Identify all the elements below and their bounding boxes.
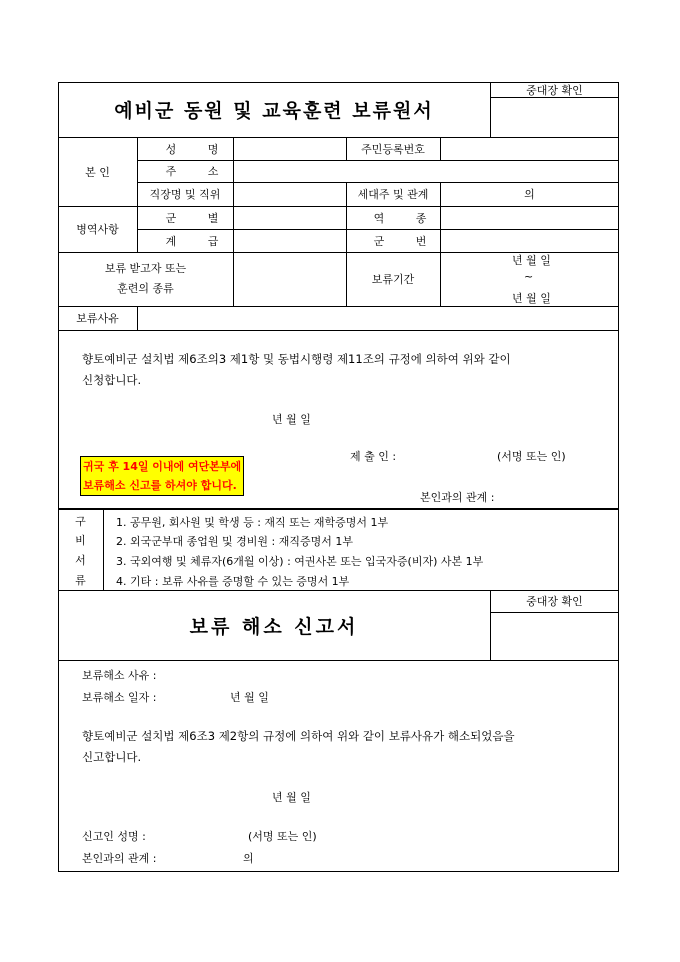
release-reason-field[interactable] (180, 664, 600, 682)
release-date-label: 보류해소 일자 : (82, 691, 157, 704)
submitter-label: 제 출 인 : (350, 450, 397, 463)
training-type-line2: 훈련의 종류 (117, 282, 174, 295)
warning-notice (80, 456, 244, 496)
form2-title: 보류 해소 신고서 (189, 615, 359, 638)
docs-label-char-4: 류 (75, 574, 86, 587)
form1-confirm-field[interactable] (491, 98, 618, 136)
form2-confirm-field[interactable] (491, 613, 618, 659)
form1-statement-line1: 향토예비군 설치법 제6조의3 제1항 및 동법시행령 제11조의 규정에 의하여 위와 같이 (82, 352, 511, 366)
reporter-label: 신고인 성명 : (82, 830, 146, 843)
training-type-field[interactable] (234, 253, 345, 306)
address-label: 주 소 (165, 165, 233, 178)
branch-field[interactable] (234, 207, 345, 229)
name-field[interactable] (234, 138, 345, 160)
name-label: 성 명 (165, 142, 233, 156)
rank-label: 계 급 (165, 234, 233, 248)
householder-label: 세대주 및 관계 (357, 188, 429, 201)
form1-date: 년 월 일 (272, 413, 311, 426)
form2-date: 년 월 일 (272, 791, 311, 804)
form1-relation-label: 본인과의 관계 : (420, 491, 495, 504)
reason-field[interactable] (138, 307, 618, 330)
training-type-line1: 보류 받고자 또는 (104, 262, 187, 275)
period-tilde: ~ (524, 270, 534, 283)
doc-item: 1. 공무원, 회사원 및 학생 등 : 재직 또는 재학증명서 1부 (116, 516, 389, 529)
form1-statement-line2: 신청합니다. (82, 373, 142, 387)
period-from: 년 월 일 (512, 254, 551, 267)
reporter-field[interactable] (170, 824, 245, 844)
form2-relation-suffix[interactable]: 의 (243, 852, 254, 865)
form1-title: 예비군 동원 및 교육훈련 보류원서 (114, 100, 434, 122)
service-no-label: 군 번 (373, 234, 441, 248)
doc-item: 4. 기타 : 보류 사유를 증명할 수 있는 증명서 1부 (116, 575, 350, 588)
doc-item: 2. 외국군부대 종업원 및 경비원 : 재직증명서 1부 (116, 535, 353, 548)
period-label: 보류기간 (371, 273, 415, 286)
docs-label-char-3: 서 (75, 554, 86, 567)
warning-line1: 귀국 후 14일 이내에 여단본부에 (83, 460, 242, 473)
rrn-label: 주민등록번호 (361, 142, 425, 156)
job-label: 직장명 및 직위 (149, 188, 221, 201)
service-no-field[interactable] (441, 230, 618, 252)
rrn-field[interactable] (441, 138, 618, 160)
submitter-sign-label: (서명 또는 인) (497, 450, 566, 463)
release-date-value[interactable]: 년 월 일 (230, 691, 269, 704)
reporter-sign-label: (서명 또는 인) (248, 830, 317, 843)
military-label: 병역사항 (76, 223, 119, 236)
docs-label-char-2: 비 (75, 534, 86, 547)
form2-statement-line2: 신고합니다. (82, 750, 142, 764)
submitter-field[interactable] (415, 444, 495, 464)
training-type-label (58, 252, 233, 306)
form2-relation-label: 본인과의 관계 : (82, 852, 157, 865)
address-field[interactable] (234, 161, 618, 182)
warning-line2: 보류해소 신고를 하셔야 합니다. (83, 479, 237, 492)
rank-field[interactable] (234, 230, 345, 252)
role-label: 역 종 (373, 211, 441, 225)
form1-confirm-label: 중대장 확인 (526, 83, 583, 97)
period-field[interactable] (440, 252, 619, 306)
reason-label: 보류사유 (76, 312, 119, 325)
householder-suffix[interactable]: 의 (524, 188, 535, 201)
period-to: 년 월 일 (512, 292, 551, 305)
form2-statement-line1: 향토예비군 설치법 제6조3 제2항의 규정에 의하여 위와 같이 보류사유가 해소되었음을 (82, 729, 515, 743)
branch-label: 군 별 (165, 211, 233, 225)
role-field[interactable] (441, 207, 618, 229)
self-label: 본 인 (85, 165, 110, 179)
docs-label-char-1: 구 (75, 515, 86, 528)
form2-confirm-label: 중대장 확인 (526, 595, 583, 608)
job-field[interactable] (234, 183, 345, 206)
doc-item: 3. 국외여행 및 체류자(6개월 이상) : 여권사본 또는 입국자증(비자) 사본 1부 (116, 555, 484, 568)
release-reason-label: 보류해소 사유 : (82, 669, 157, 682)
